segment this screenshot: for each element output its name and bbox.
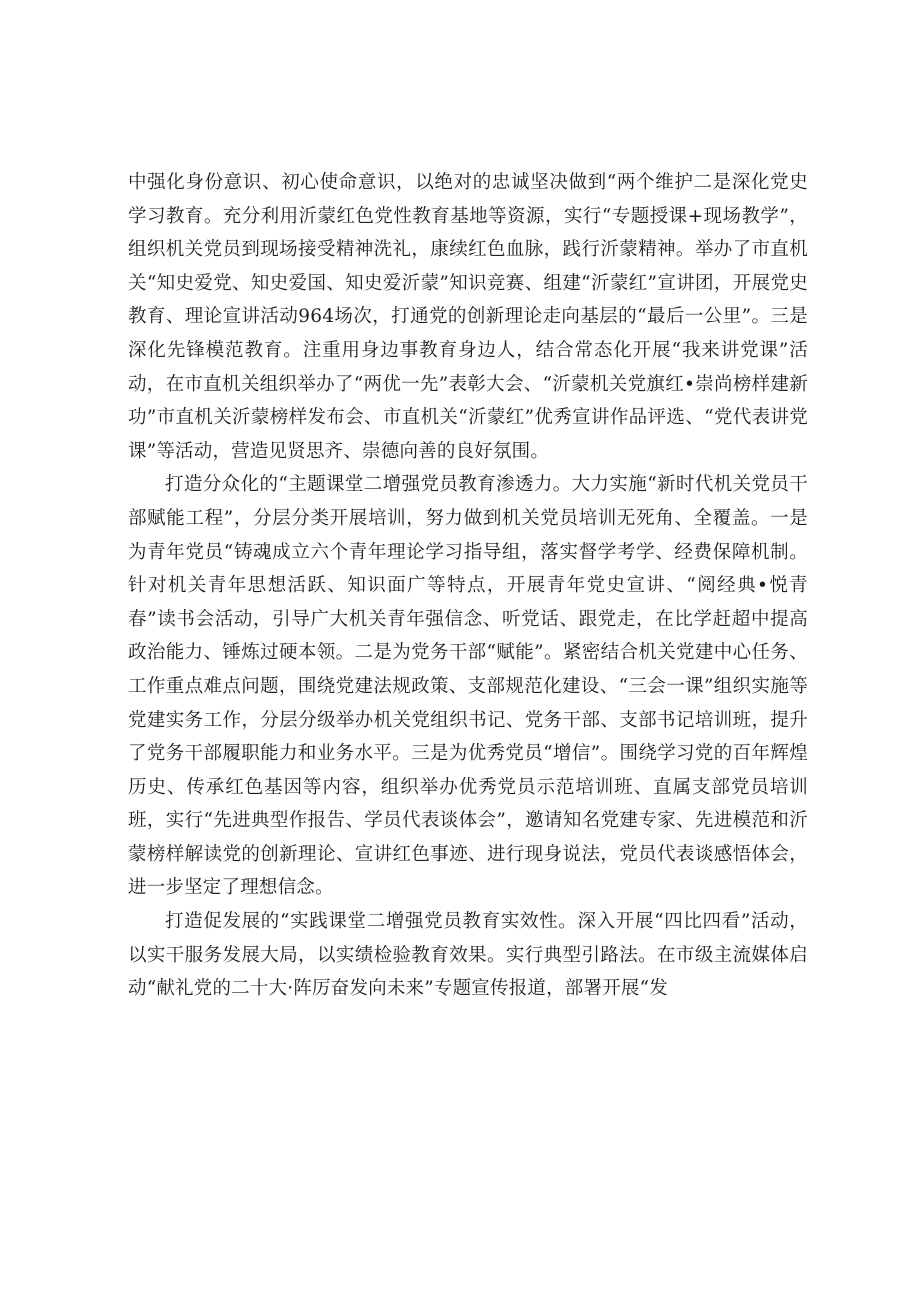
paragraph-practice-classroom: 打造促发展的“实践课堂二增强党员教育实效性。深入开展“四比四看”活动，以实干服务发展大局，以实绩检验教育效果。实行典型引路法。在市级主流媒体启动“献礼党的二十大·阵厉奋发向未来”专题宣传报道，部署开展“发 [128,911,808,1000]
document-body [128,166,808,1006]
paragraph-continuation: 中强化身份意识、初心使命意识，以绝对的忠诚坚决做到“两个维护二是深化党史学习教育。充分利用沂蒙红色党性教育基地等资源，实行“专题授课+现场教学”，组织机关党员到现场接受精神洗礼，康续红色血脉，践行沂蒙精神。举办了市直机关“知史爱党、知史爱国、知史爱沂蒙”知识竞赛、组建“沂蒙红”宣讲团，开展党史教育、理论宣讲活动964场次，打通党的创新理论走向基层的“最后一公里”。三是深化先锋模范教育。注重用身边事教育身边人，结合常态化开展“我来讲党课”活动，在市直机关组织举办了“两优一先”表彰大会、“沂蒙机关党旗红•崇尚榜样建新功”市直机关沂蒙榜样发布会、市直机关“沂蒙红”优秀宣讲作品评选、“党代表讲党课”等活动，营造见贤思齐、崇德向善的良好氛围。 [128,172,808,462]
paragraph-thematic-classroom: 打造分众化的“主题课堂二增强党员教育渗透力。大力实施“新时代机关党员干部赋能工程”，分层分类开展培训，努力做到机关党员培训无死角、全覆盖。一是为青年党员“铸魂成立六个青年理论学习指导组，落实督学考学、经费保障机制。针对机关青年思想活跃、知识面广等特点，开展青年党史宣讲、“阅经典•悦青春”读书会活动，引导广大机关青年强信念、听党话、跟党走，在比学赶超中提高政治能力、锤炼过硬本领。二是为党务干部“赋能”。紧密结合机关党建中心任务、工作重点难点问题，围绕党建法规政策、支部规范化建设、“三会一课”组织实施等党建实务工作，分层分级举办机关党组织书记、党务干部、支部书记培训班，提升了党务干部履职能力和业务水平。三是为优秀党员“增信”。围绕学习党的百年辉煌历史、传承红色基因等内容，组织举办优秀党员示范培训班、直属支部党员培训班，实行“先进典型作报告、学员代表谈体会”，邀请知名党建专家、先进模范和沂蒙榜样解读党的创新理论、宣讲红色事迹、进行现身说法，党员代表谈感悟体会，进一步坚定了理想信念。 [128,474,808,899]
